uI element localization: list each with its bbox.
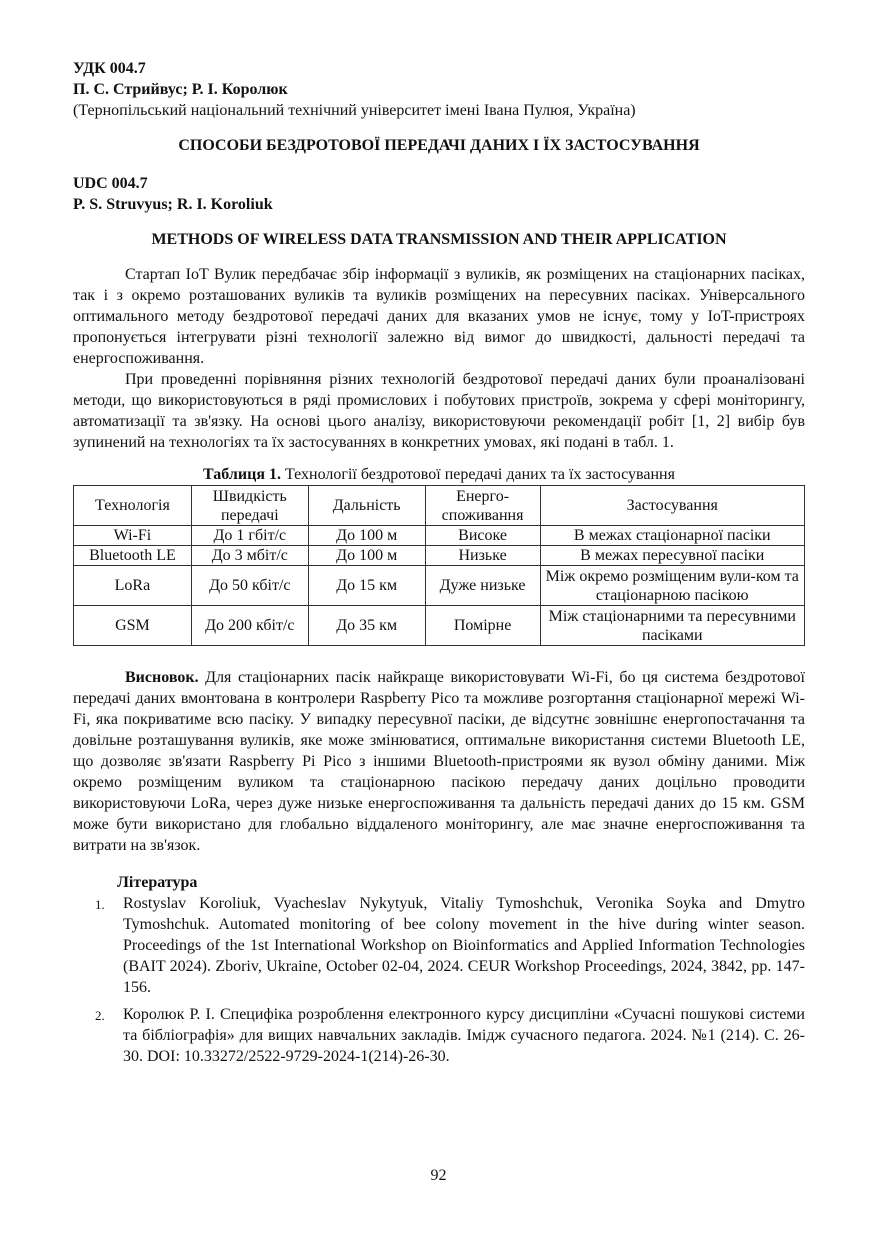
conclusion-label: Висновок. [125, 669, 199, 686]
conclusion-text: Для стаціонарних пасік найкраще використовувати Wi-Fi, бо ця система бездротової передачі даних вмонтована в контролери Raspberry Pico та можливе розгортання стаціонарної мережі Wi-Fi, яка покриватиме всю пасіку. У випадку пересувної пасіки, де відсутнє зовнішнє енергопостачання та довільне розташування вуликів, яке може змінюватися, оптимальне використання системи Bluetooth LE, що дозволяє зв'язати Raspberry Pi Pico з іншими Bluetooth-пристроями як вузол обміну даними. Між окремо розміщеним вуликом та стаціонарною пасікою передачу даних доцільно проводити використовуючи LoRa, через дуже низьке енергоспоживання та дальність передачі даних до 15 км. GSM може бути використано для глобально віддаленого моніторингу, але має значне енергоспоживання та витрати на зв'язок. [73, 669, 805, 854]
cell-tech: Bluetooth LE [74, 546, 192, 566]
cell-application: Між окремо розміщеним вули-ком та стаціонарною пасікою [540, 566, 804, 606]
udc-en: UDC 004.7 [73, 175, 148, 192]
reference-item [73, 893, 805, 998]
reference-number: 1. [95, 897, 105, 912]
table-caption-label: Таблиця 1. [203, 466, 281, 483]
affiliation: (Тернопільський національний технічний університет імені Івана Пулюя, Україна) [73, 102, 636, 119]
table-row [74, 606, 805, 646]
cell-range: До 15 км [308, 566, 425, 606]
cell-speed: До 50 кбіт/с [191, 566, 308, 606]
cell-power: Помірне [425, 606, 540, 646]
table-row [74, 546, 805, 566]
cell-speed: До 3 мбіт/с [191, 546, 308, 566]
cell-application: В межах пересувної пасіки [540, 546, 804, 566]
paragraph-intro: Стартап IoT Вулик передбачає збір інформації з вуликів, як розміщених на стаціонарних пасіках, так і з окремо розташованих вуликів та вуликів розміщених на пересувних пасіках. Універсального оптимального методу бездротової передачі даних для вказаних умов не існує, тому у IoT-пристроях пропонується інтегрувати різні технології залежно від вимог до швидкості, дальності передачі та енергоспоживання. [73, 266, 805, 367]
paragraph-analysis: При проведенні порівняння різних технологій бездротової передачі даних були проаналізовані методи, що використовуються в ряді промислових і побутових пристроїв, зокрема у сфері моніторингу, автоматизації та зв'язку. На основі цього аналізу, використовуючи рекомендації робіт [1, 2] вибір був зупинений на технологіях та їх застосуваннях в конкретних умовах, які подані в табл. 1. [73, 371, 805, 451]
reference-number: 2. [95, 1008, 105, 1023]
header-technology: Технологія [74, 486, 192, 526]
references-list [73, 893, 805, 1067]
cell-power: Високе [425, 526, 540, 546]
cell-speed: До 200 кбіт/с [191, 606, 308, 646]
table-row [74, 566, 805, 606]
table-row [74, 526, 805, 546]
technology-table [73, 485, 805, 646]
paragraph-conclusion [73, 667, 805, 856]
cell-range: До 100 м [308, 526, 425, 546]
cell-application: В межах стаціонарної пасіки [540, 526, 804, 546]
table-header-row [74, 486, 805, 526]
udc-ua: УДК 004.7 [73, 60, 146, 77]
cell-tech: GSM [74, 606, 192, 646]
title-ua: СПОСОБИ БЕЗДРОТОВОЇ ПЕРЕДАЧІ ДАНИХ І ЇХ ЗАСТОСУВАННЯ [178, 137, 700, 154]
reference-item [73, 1004, 805, 1067]
cell-power: Низьке [425, 546, 540, 566]
page-content [73, 58, 805, 1067]
table-caption-text: Технології бездротової передачі даних та їх застосування [280, 466, 675, 483]
cell-tech: LoRa [74, 566, 192, 606]
cell-range: До 100 м [308, 546, 425, 566]
cell-range: До 35 км [308, 606, 425, 646]
reference-text: Rostyslav Koroliuk, Vyacheslav Nykytyuk, Vitaliy Tymoshchuk, Veronika Soyka and Dmytro Tymoshchuk. Automated monitoring of bee colony movement in the hive during winter season. Proceedings of the 1st International Workshop on Bioinformatics and Applied Information Technologies (BAIT 2024). Zboriv, Ukraine, October 02-04, 2024. CEUR Workshop Proceedings, 2024, 3842, pp. 147-156. [123, 895, 805, 996]
cell-application: Між стаціонарними та пересувними пасіками [540, 606, 804, 646]
cell-tech: Wi-Fi [74, 526, 192, 546]
reference-text: Королюк Р. І. Специфіка розроблення електронного курсу дисципліни «Сучасні пошукові системи та бібліографія» для вищих навчальних закладів. Імідж сучасного педагога. 2024. №1 (214). С. 26-30. DOI: 10.33272/2522-9729-2024-1(214)-26-30. [123, 1006, 805, 1065]
references-heading: Література [117, 874, 198, 891]
title-en: METHODS OF WIRELESS DATA TRANSMISSION AND THEIR APPLICATION [151, 231, 727, 248]
authors-en: P. S. Struvyus; R. I. Koroliuk [73, 196, 273, 213]
authors-ua: П. С. Стрийвус; Р. І. Королюк [73, 81, 288, 98]
header-application: Застосування [540, 486, 804, 526]
cell-speed: До 1 гбіт/с [191, 526, 308, 546]
cell-power: Дуже низьке [425, 566, 540, 606]
header-power: Енерго-споживання [425, 486, 540, 526]
table-caption [73, 465, 805, 485]
header-range: Дальність [308, 486, 425, 526]
header-speed: Швидкість передачі [191, 486, 308, 526]
page-number: 92 [430, 1167, 447, 1184]
